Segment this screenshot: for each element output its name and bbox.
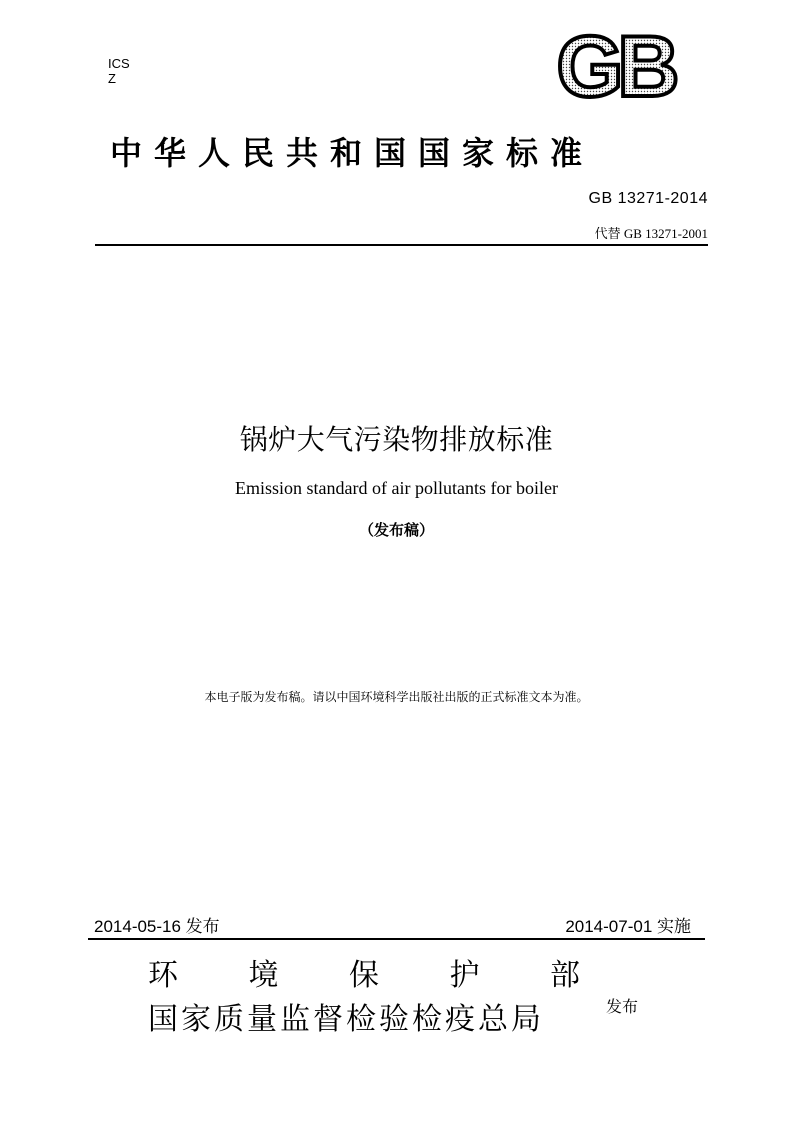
issuer-aqsiq: 国家质量监督检验检疫总局	[148, 1002, 544, 1037]
standard-code: GB 13271-2014	[588, 190, 708, 207]
top-divider	[95, 244, 708, 246]
document-title-english: Emission standard of air pollutants for boiler	[235, 478, 558, 498]
electronic-version-notice: 本电子版为发布稿。请以中国环境科学出版社出版的正式标准文本为准。	[204, 690, 589, 704]
ics-label: ICS	[108, 56, 130, 71]
issuer-ministry-char: 护	[449, 958, 480, 993]
issuer-ministry-char: 部	[550, 958, 580, 993]
issuer-ministry-char: 保	[349, 958, 379, 993]
replaces-note: 代替 GB 13271-2001	[594, 226, 708, 241]
issuer-ministry-char: 环	[148, 958, 178, 993]
gb-logo	[544, 30, 686, 104]
standard-type-heading: 中华人民共和国国家标准	[110, 134, 595, 172]
issuer-ministry-char: 境	[248, 958, 279, 993]
gb-logo-text: GB	[556, 30, 674, 104]
publish-label: 发布	[606, 997, 639, 1016]
issue-date: 2014-05-16 发布	[94, 917, 220, 936]
category-label: Z	[108, 71, 116, 86]
edition-label: （发布稿）	[358, 521, 434, 539]
ics-block	[108, 56, 130, 86]
issuer-ministry	[148, 950, 580, 994]
implementation-date: 2014-07-01 实施	[565, 917, 691, 936]
bottom-divider	[88, 938, 705, 940]
document-title: 锅炉大气污染物排放标准	[239, 423, 554, 456]
